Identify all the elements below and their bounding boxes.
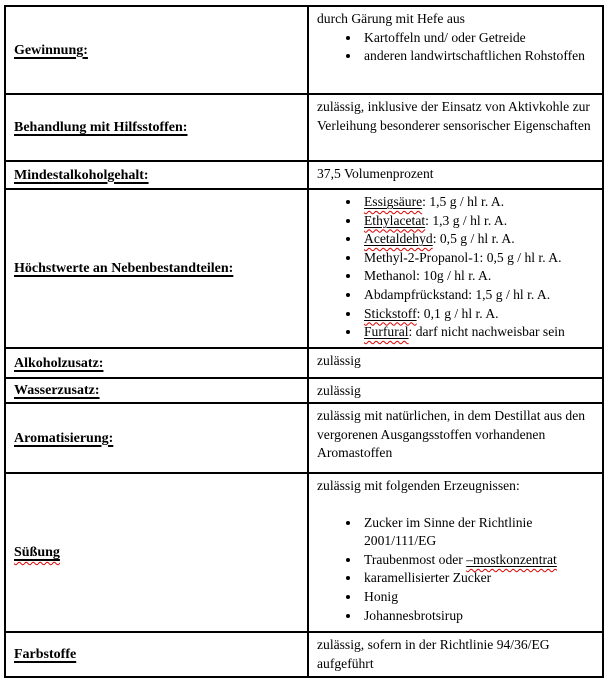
table-row-wasserzusatz <box>6 379 602 404</box>
misspelled-term: Süßung <box>14 545 60 560</box>
list-item: • Methyl-2-Propanol-1: 0,5 g / hl r. A. <box>361 249 598 268</box>
row-value-cell <box>309 7 602 93</box>
table-row-aromatisierung <box>6 404 602 474</box>
table-row-behandlung <box>6 95 602 162</box>
list-item: • Kartoffeln und/ oder Getreide <box>361 29 598 48</box>
row-value-cell <box>309 162 602 188</box>
spec-table <box>4 5 604 678</box>
row-label-cell <box>6 162 309 188</box>
row-label-cell <box>6 379 309 402</box>
bullet-list <box>317 193 598 342</box>
list-item: • Zucker im Sinne der Richtlinie 2001/111/EG <box>361 514 598 551</box>
misspelled-term: Essigsäure <box>364 194 423 209</box>
table-row-gewinnung <box>6 7 602 95</box>
value-text: zulässig mit natürlichen, in dem Destillat aus den vergorenen Ausgangsstoffen vorhandenen Aromastoffen <box>317 408 586 461</box>
value-intro: durch Gärung mit Hefe aus <box>317 11 465 26</box>
value-text: zulässig <box>317 353 361 368</box>
row-value-cell <box>309 474 602 631</box>
misspelled-term: Acetaldehyd <box>364 231 433 247</box>
row-label-cell <box>6 349 309 377</box>
row-label-cell <box>6 7 309 93</box>
row-label: Mindestalkoholgehalt: <box>14 167 149 183</box>
list-item: • karamellisierter Zucker <box>361 569 598 588</box>
list-item: • Abdampfrückstand: 1,5 g / hl r. A. <box>361 286 598 305</box>
value-text: zulässig, inklusive der Einsatz von Aktivkohle zur Verleihung besonderer sensorischer Eigenschaften <box>317 99 591 133</box>
misspelled-term: Stickstoff <box>364 305 417 321</box>
list-item: • Traubenmost oder –mostkonzentrat <box>361 551 598 570</box>
list-item: • Essigsäure: 1,5 g / hl r. A. <box>361 193 598 212</box>
list-item: • Acetaldehyd: 0,5 g / hl r. A. <box>361 230 598 249</box>
row-value-cell <box>309 404 602 472</box>
row-label: Aromatisierung: <box>14 430 114 446</box>
bullet-list <box>317 29 598 66</box>
row-value-cell <box>309 349 602 377</box>
list-item: • Stickstoff: 0,1 g / hl r. A. <box>361 305 598 324</box>
value-text: zulässig <box>317 383 361 398</box>
table-row-hoechstwerte <box>6 190 602 349</box>
row-value-cell <box>309 633 602 676</box>
table-row-suessung <box>6 474 602 633</box>
row-label-cell <box>6 474 309 631</box>
value-text: 37,5 Volumenprozent <box>317 166 434 181</box>
row-value-cell <box>309 379 602 402</box>
row-label-cell <box>6 404 309 472</box>
row-label: Wasserzusatz: <box>14 383 100 398</box>
misspelled-term: –mostkonzentrat <box>466 551 557 567</box>
row-label-cell <box>6 95 309 160</box>
row-label <box>14 544 60 561</box>
table-row-alkoholzusatz <box>6 349 602 379</box>
row-label: Alkoholzusatz: <box>14 355 104 371</box>
row-label: Gewinnung: <box>14 42 88 58</box>
misspelled-term: Ethylacetat <box>364 212 426 228</box>
value-text: zulässig, sofern in der Richtlinie 94/36/EG aufgeführt <box>317 637 550 671</box>
list-item: • Johannesbrotsirup <box>361 607 598 626</box>
value-intro: zulässig mit folgenden Erzeugnissen: <box>317 478 520 493</box>
list-item: • Methanol: 10g / hl r. A. <box>361 267 598 286</box>
row-label: Höchstwerte an Nebenbestandteilen: <box>14 261 234 276</box>
list-item: • anderen landwirtschaftlichen Rohstoffen <box>361 47 598 66</box>
row-label: Farbstoffe <box>14 647 77 662</box>
row-label-cell <box>6 633 309 676</box>
list-item: • Honig <box>361 588 598 607</box>
misspelled-term: Furfural <box>364 324 409 340</box>
list-item: • Furfural: darf nicht nachweisbar sein <box>361 323 598 342</box>
row-label: Behandlung mit Hilfsstoffen: <box>14 120 188 135</box>
list-item: • Ethylacetat: 1,3 g / hl r. A. <box>361 212 598 231</box>
row-value-cell <box>309 190 602 347</box>
row-value-cell <box>309 95 602 160</box>
row-label-cell <box>6 190 309 347</box>
table-row-farbstoffe <box>6 633 602 676</box>
bullet-list <box>317 514 598 626</box>
table-row-mindestalkoholgehalt <box>6 162 602 190</box>
